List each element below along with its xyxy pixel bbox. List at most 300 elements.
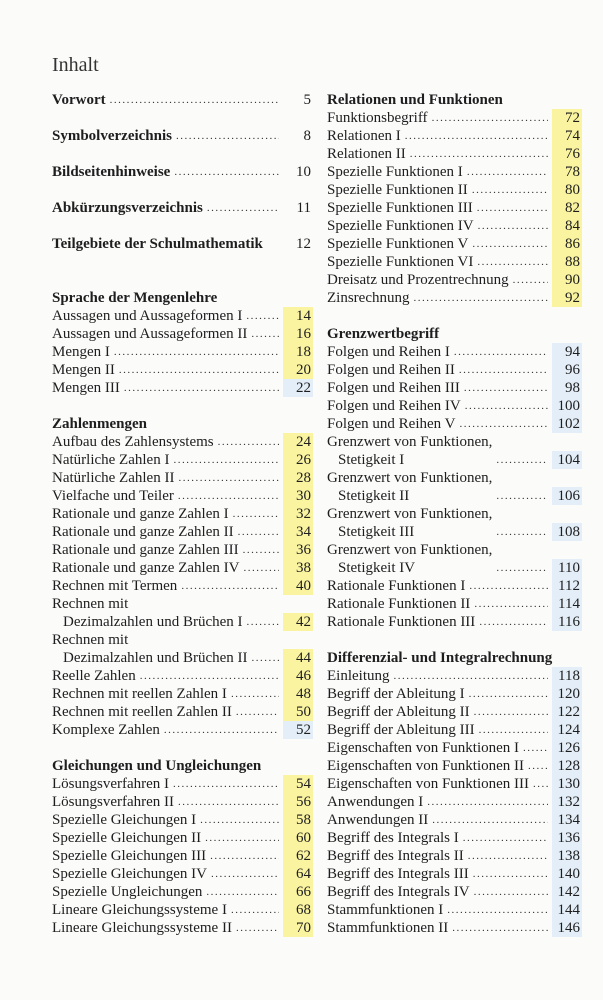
toc-entry-label — [327, 397, 461, 415]
toc-entry-label-line: Komplexe Zahlen — [52, 722, 160, 738]
leader-dots — [174, 163, 279, 181]
toc-page-number: 56 — [283, 793, 313, 811]
toc-page-number: 18 — [283, 343, 313, 361]
toc-entry-label — [327, 181, 468, 199]
toc-entry-label-line: Dezimalzahlen und Brüchen II — [63, 650, 248, 666]
toc-entry-label-line: Spezielle Gleichungen IV — [52, 866, 207, 882]
toc-entry-label-line: Mengen III — [52, 380, 120, 396]
leader-dots — [469, 685, 548, 703]
toc-entry-bildseitenhinweise[interactable] — [52, 163, 313, 181]
leader-dots — [496, 523, 548, 541]
toc-entry[interactable] — [52, 811, 313, 829]
toc-page-number: 20 — [283, 361, 313, 379]
toc-entry-label-line: Anwendungen I — [327, 794, 424, 810]
leader-dots — [243, 541, 279, 559]
toc-entry-label — [327, 109, 428, 127]
leader-dots — [447, 901, 548, 919]
toc-page-number: 92 — [552, 289, 582, 307]
spacer — [52, 271, 313, 289]
toc-entry[interactable] — [327, 163, 582, 181]
spacer — [327, 631, 582, 649]
toc-entry[interactable] — [327, 811, 582, 829]
toc-page-number: 26 — [283, 451, 313, 469]
toc-entry-label-line: Aussagen und Aussageformen I — [52, 308, 243, 324]
toc-entry-label — [327, 703, 470, 721]
toc-entry[interactable] — [52, 829, 313, 847]
toc-page-number: 122 — [552, 703, 582, 721]
leader-dots — [236, 919, 279, 937]
toc-entry-label — [327, 595, 470, 613]
leader-dots — [496, 451, 548, 469]
leader-dots — [472, 181, 548, 199]
leader-dots — [477, 253, 548, 271]
toc-entry[interactable] — [327, 847, 582, 865]
toc-entry[interactable] — [52, 325, 313, 343]
toc-page-number: 24 — [283, 433, 313, 451]
leader-dots — [243, 559, 279, 577]
section-heading: Grenzwertbegriff — [327, 326, 440, 342]
toc-entry-label — [52, 559, 239, 577]
toc-entry-label — [327, 379, 460, 397]
toc-entry[interactable] — [327, 127, 582, 145]
toc-entry[interactable] — [327, 775, 582, 793]
toc-page-number: 106 — [552, 487, 582, 505]
toc-entry-label — [327, 469, 492, 505]
toc-page-number: 14 — [283, 307, 313, 325]
toc-entry-label — [52, 361, 115, 379]
toc-entry[interactable] — [52, 901, 313, 919]
toc-entry-label-line: Funktionsbegriff — [327, 110, 428, 126]
leader-dots — [110, 91, 279, 109]
leader-dots — [246, 307, 279, 325]
toc-page-number: 22 — [283, 379, 313, 397]
toc-entry-label — [52, 685, 227, 703]
toc-page-number: 74 — [552, 127, 582, 145]
spacer — [52, 253, 313, 271]
toc-entry-label-line: Spezielle Funktionen II — [327, 182, 468, 198]
toc-entry-label — [327, 721, 475, 739]
toc-page-number: 30 — [283, 487, 313, 505]
leader-dots — [181, 577, 279, 595]
leader-dots — [410, 145, 548, 163]
toc-entry[interactable] — [327, 577, 582, 595]
toc-page-number: 112 — [552, 577, 582, 595]
toc-entry-label-line: Stetigkeit IV — [338, 560, 416, 576]
toc-entry-label-line: Rechnen mit — [52, 596, 129, 612]
toc-entry-label — [52, 487, 174, 505]
toc-entry-label — [327, 685, 465, 703]
spacer — [52, 217, 313, 235]
spacer — [52, 109, 313, 127]
toc-page-number: 5 — [303, 92, 311, 108]
toc-page-number: 32 — [283, 505, 313, 523]
toc-entry-label-line: Grenzwert von Funktionen, — [327, 542, 493, 558]
toc-page-number: 90 — [552, 271, 582, 289]
toc-entry-label — [52, 865, 207, 883]
toc-page-number: 64 — [283, 865, 313, 883]
toc-page-number: 82 — [552, 199, 582, 217]
leader-dots — [472, 235, 548, 253]
toc-entry[interactable] — [52, 559, 313, 577]
toc-entry-label-line: Lineare Gleichungssysteme I — [52, 902, 227, 918]
leader-dots — [479, 613, 548, 631]
toc-entry[interactable] — [327, 361, 582, 379]
toc-page-number: 76 — [552, 145, 582, 163]
toc-entry-label-line: Begriff des Integrals III — [327, 866, 469, 882]
toc-entry-label — [327, 901, 443, 919]
leader-dots — [236, 703, 279, 721]
toc-page-number: 94 — [552, 343, 582, 361]
toc-entry-label — [327, 361, 455, 379]
spacer — [52, 397, 313, 415]
leader-dots — [119, 361, 279, 379]
toc-entry-label-line: Begriff des Integrals II — [327, 848, 464, 864]
toc-entry[interactable] — [327, 379, 582, 397]
leader-dots — [210, 847, 279, 865]
toc-page-number: 11 — [296, 200, 311, 216]
toc-entry-label — [52, 829, 201, 847]
toc-entry-label — [327, 289, 409, 307]
leader-dots — [114, 343, 279, 361]
toc-page-number: 78 — [552, 163, 582, 181]
toc-entry-label: Vorwort — [52, 92, 106, 108]
toc-entry-label-line: Aufbau des Zahlensystems — [52, 434, 214, 450]
toc-left-column — [52, 91, 313, 937]
toc-entry[interactable] — [52, 793, 313, 811]
toc-entry[interactable] — [52, 523, 313, 541]
toc-page-number: 108 — [552, 523, 582, 541]
toc-page-number: 50 — [283, 703, 313, 721]
toc-page-number: 144 — [552, 901, 582, 919]
toc-entry-label-line: Folgen und Reihen I — [327, 344, 450, 360]
toc-page-number: 118 — [552, 667, 582, 685]
toc-page-number: 130 — [552, 775, 582, 793]
toc-entry-label — [327, 883, 470, 901]
leader-dots — [413, 289, 548, 307]
toc-page-number: 66 — [283, 883, 313, 901]
toc-entry[interactable] — [327, 667, 582, 685]
leader-dots — [479, 721, 548, 739]
toc-entry[interactable] — [52, 577, 313, 595]
toc-entry[interactable] — [327, 829, 582, 847]
toc-page-number: 98 — [552, 379, 582, 397]
section-heading: Relationen und Funktionen — [327, 92, 503, 108]
leader-dots — [251, 325, 279, 343]
spacer — [52, 181, 313, 199]
toc-entry-label — [327, 829, 459, 847]
toc-entry-label — [52, 901, 227, 919]
toc-entry-label — [52, 631, 248, 667]
toc-entry-vorwort[interactable] — [52, 91, 313, 109]
toc-entry-label — [327, 199, 473, 217]
toc-entry-teilgebiete[interactable] — [52, 235, 313, 253]
toc-page-number: 68 — [283, 901, 313, 919]
toc-entry-label — [52, 343, 110, 361]
toc-page-number: 84 — [552, 217, 582, 235]
leader-dots — [178, 793, 279, 811]
toc-entry-label-line: Anwendungen II — [327, 812, 429, 828]
leader-dots — [528, 757, 548, 775]
toc-entry[interactable] — [327, 541, 582, 577]
toc-entry[interactable] — [52, 685, 313, 703]
toc-entry-label-line: Spezielle Funktionen IV — [327, 218, 474, 234]
toc-entry[interactable] — [52, 469, 313, 487]
toc-page-number: 146 — [552, 919, 582, 937]
toc-entry[interactable] — [52, 703, 313, 721]
toc-entry-label-line: Folgen und Reihen V — [327, 416, 456, 432]
spacer — [52, 739, 313, 757]
leader-dots — [427, 793, 548, 811]
toc-entry-label — [327, 271, 509, 289]
toc-page-number: 114 — [552, 595, 582, 613]
toc-entry-label — [327, 541, 492, 577]
toc-entry-label-line: Spezielle Gleichungen III — [52, 848, 207, 864]
leader-dots — [176, 127, 279, 145]
toc-page-number: 134 — [552, 811, 582, 829]
toc-entry-label — [52, 703, 232, 721]
leader-dots — [432, 109, 548, 127]
toc-page-number: 70 — [283, 919, 313, 937]
toc-entry-label — [52, 433, 214, 451]
toc-entry[interactable] — [327, 703, 582, 721]
toc-entry-label-line: Begriff des Integrals I — [327, 830, 459, 846]
section-entries — [52, 307, 313, 397]
toc-entry-label — [327, 577, 465, 595]
toc-entry-label — [52, 523, 234, 541]
toc-page-number: 16 — [283, 325, 313, 343]
toc-entry-label — [52, 847, 206, 865]
toc-page-number: 54 — [283, 775, 313, 793]
toc-entry-label-line: Stammfunktionen II — [327, 920, 449, 936]
toc-entry-label-line: Stetigkeit I — [338, 452, 405, 468]
toc-entry[interactable] — [327, 235, 582, 253]
toc-entry[interactable] — [52, 307, 313, 325]
toc-entry[interactable] — [327, 199, 582, 217]
toc-entry-label — [52, 451, 169, 469]
toc-page-number: 102 — [552, 415, 582, 433]
toc-entry[interactable] — [52, 379, 313, 397]
toc-entry[interactable] — [327, 883, 582, 901]
toc-entry-label-line: Grenzwert von Funktionen, — [327, 506, 493, 522]
toc-entry[interactable] — [327, 289, 582, 307]
leader-dots — [211, 865, 279, 883]
toc-entry[interactable] — [52, 631, 313, 667]
toc-page-number: 140 — [552, 865, 582, 883]
toc-entry-label — [327, 847, 464, 865]
toc-entry[interactable] — [52, 919, 313, 937]
toc-entry[interactable] — [327, 343, 582, 361]
toc-page-number: 42 — [283, 613, 313, 631]
toc-entry[interactable] — [327, 757, 582, 775]
toc-page-number: 104 — [552, 451, 582, 469]
leader-dots — [496, 487, 548, 505]
toc-entry[interactable] — [327, 613, 582, 631]
toc-entry-label-line: Begriff der Ableitung I — [327, 686, 465, 702]
toc-page-number: 116 — [552, 613, 582, 631]
leader-dots — [452, 919, 548, 937]
toc-entry-label-line: Stetigkeit II — [338, 488, 410, 504]
toc-page-number: 48 — [283, 685, 313, 703]
toc-entry-label-line: Mengen I — [52, 344, 110, 360]
toc-entry-label-line: Relationen II — [327, 146, 406, 162]
toc-entry[interactable] — [327, 397, 582, 415]
toc-entry-label-line: Spezielle Ungleichungen — [52, 884, 203, 900]
leader-dots — [496, 559, 548, 577]
toc-entry[interactable] — [327, 253, 582, 271]
toc-entry-label-line: Spezielle Funktionen VI — [327, 254, 474, 270]
toc-entry[interactable] — [52, 487, 313, 505]
toc-entry[interactable] — [327, 109, 582, 127]
toc-entry[interactable] — [52, 775, 313, 793]
leader-dots — [233, 505, 279, 523]
toc-entry-label-line: Rationale und ganze Zahlen III — [52, 542, 239, 558]
toc-entry[interactable] — [327, 433, 582, 469]
toc-entry[interactable] — [52, 595, 313, 631]
toc-entry-label — [327, 505, 492, 541]
toc-entry-label-line: Grenzwert von Funktionen, — [327, 434, 493, 450]
toc-entry[interactable] — [327, 469, 582, 505]
toc-page-number: 96 — [552, 361, 582, 379]
toc-entry[interactable] — [327, 181, 582, 199]
toc-page-number: 46 — [283, 667, 313, 685]
section-entries — [327, 343, 582, 631]
toc-entry-symbolverzeichnis[interactable] — [52, 127, 313, 145]
toc-page-number: 62 — [283, 847, 313, 865]
toc-entry-label — [52, 379, 120, 397]
leader-dots — [459, 415, 548, 433]
toc-entry-label — [52, 325, 247, 343]
toc-page-number: 128 — [552, 757, 582, 775]
toc-entry[interactable] — [327, 721, 582, 739]
toc-entry[interactable] — [327, 271, 582, 289]
leader-dots — [394, 667, 549, 685]
toc-entry-label — [327, 793, 423, 811]
toc-entry-label-line: Rechnen mit reellen Zahlen II — [52, 704, 232, 720]
toc-page-number: 86 — [552, 235, 582, 253]
toc-entry[interactable] — [327, 595, 582, 613]
spacer — [327, 307, 582, 325]
leader-dots — [178, 487, 279, 505]
toc-entry-label-line: Grenzwert von Funktionen, — [327, 470, 493, 486]
toc-entry-label — [52, 793, 174, 811]
toc-entry[interactable] — [327, 145, 582, 163]
toc-entry-label — [327, 739, 519, 757]
toc-entry[interactable] — [327, 739, 582, 757]
toc-entry[interactable] — [52, 721, 313, 739]
leader-dots — [464, 379, 548, 397]
toc-page-number: 110 — [552, 559, 582, 577]
toc-page-number: 132 — [552, 793, 582, 811]
toc-page-number: 88 — [552, 253, 582, 271]
toc-entry-label-line: Rationale Funktionen III — [327, 614, 476, 630]
toc-page-number: 120 — [552, 685, 582, 703]
toc-entry-label — [52, 307, 242, 325]
toc-entry[interactable] — [327, 685, 582, 703]
toc-page-number: 38 — [283, 559, 313, 577]
toc-entry-label-line: Folgen und Reihen II — [327, 362, 455, 378]
toc-page-number: 80 — [552, 181, 582, 199]
toc-entry[interactable] — [327, 865, 582, 883]
leader-dots — [467, 163, 548, 181]
toc-entry[interactable] — [52, 883, 313, 901]
toc-entry-label-line: Rechnen mit reellen Zahlen I — [52, 686, 227, 702]
toc-entry[interactable] — [327, 901, 582, 919]
toc-entry-label — [327, 919, 448, 937]
leader-dots — [533, 775, 548, 793]
toc-entry-label — [327, 667, 390, 685]
toc-entry[interactable] — [327, 415, 582, 433]
leader-dots — [463, 829, 548, 847]
toc-entry[interactable] — [327, 505, 582, 541]
toc-page-number: 126 — [552, 739, 582, 757]
page-title: Inhalt — [52, 54, 99, 76]
toc-entry-label-line: Rationale und ganze Zahlen IV — [52, 560, 240, 576]
toc-entry-abkuerzungsverzeichnis[interactable] — [52, 199, 313, 217]
toc-entry-label-line: Folgen und Reihen III — [327, 380, 460, 396]
toc-entry-label — [327, 865, 469, 883]
toc-entry-label — [327, 217, 474, 235]
toc-entry[interactable] — [52, 343, 313, 361]
toc-entry-label-line: Dezimalzahlen und Brüchen I — [63, 614, 243, 630]
toc-entry-label: Abkürzungsverzeichnis — [52, 200, 203, 216]
toc-entry-label-line: Reelle Zahlen — [52, 668, 136, 684]
toc-page-number: 28 — [283, 469, 313, 487]
leader-dots — [454, 343, 548, 361]
toc-right-column — [327, 91, 582, 937]
leader-dots — [405, 127, 548, 145]
toc-entry[interactable] — [52, 667, 313, 685]
toc-entry-label-line: Zinsrechnung — [327, 290, 410, 306]
leader-dots — [206, 883, 279, 901]
leader-dots — [178, 469, 279, 487]
toc-entry[interactable] — [327, 217, 582, 235]
toc-entry-label — [327, 343, 450, 361]
leader-dots — [473, 865, 548, 883]
leader-dots — [231, 685, 279, 703]
toc-entry-label — [52, 667, 136, 685]
toc-entry-label — [52, 505, 229, 523]
toc-page-number: 72 — [552, 109, 582, 127]
toc-entry-label-line: Vielfache und Teiler — [52, 488, 174, 504]
leader-dots — [465, 397, 548, 415]
toc-page-number: 58 — [283, 811, 313, 829]
toc-entry-label — [327, 127, 401, 145]
toc-page-number: 136 — [552, 829, 582, 847]
toc-entry-label-line: Relationen I — [327, 128, 401, 144]
toc-entry-label-line: Spezielle Funktionen III — [327, 200, 473, 216]
toc-entry-label-line: Aussagen und Aussageformen II — [52, 326, 248, 342]
toc-entry-label-line: Rationale Funktionen I — [327, 578, 466, 594]
toc-entry[interactable] — [52, 865, 313, 883]
toc-entry-label-line: Stetigkeit III — [338, 524, 415, 540]
toc-entry[interactable] — [327, 919, 582, 937]
leader-dots — [252, 649, 279, 667]
toc-entry[interactable] — [52, 541, 313, 559]
toc-entry[interactable] — [52, 433, 313, 451]
leader-dots — [200, 811, 279, 829]
toc-entry[interactable] — [52, 847, 313, 865]
toc-entry-label-line: Spezielle Gleichungen I — [52, 812, 197, 828]
toc-entry[interactable] — [52, 451, 313, 469]
toc-entry-label-line: Natürliche Zahlen I — [52, 452, 170, 468]
toc-entry-label — [52, 577, 177, 595]
toc-entry[interactable] — [52, 361, 313, 379]
toc-entry-label — [327, 235, 468, 253]
leader-dots — [164, 721, 279, 739]
toc-entry-label-line: Dreisatz und Prozentrechnung — [327, 272, 509, 288]
toc-entry[interactable] — [327, 793, 582, 811]
toc-entry[interactable] — [52, 505, 313, 523]
